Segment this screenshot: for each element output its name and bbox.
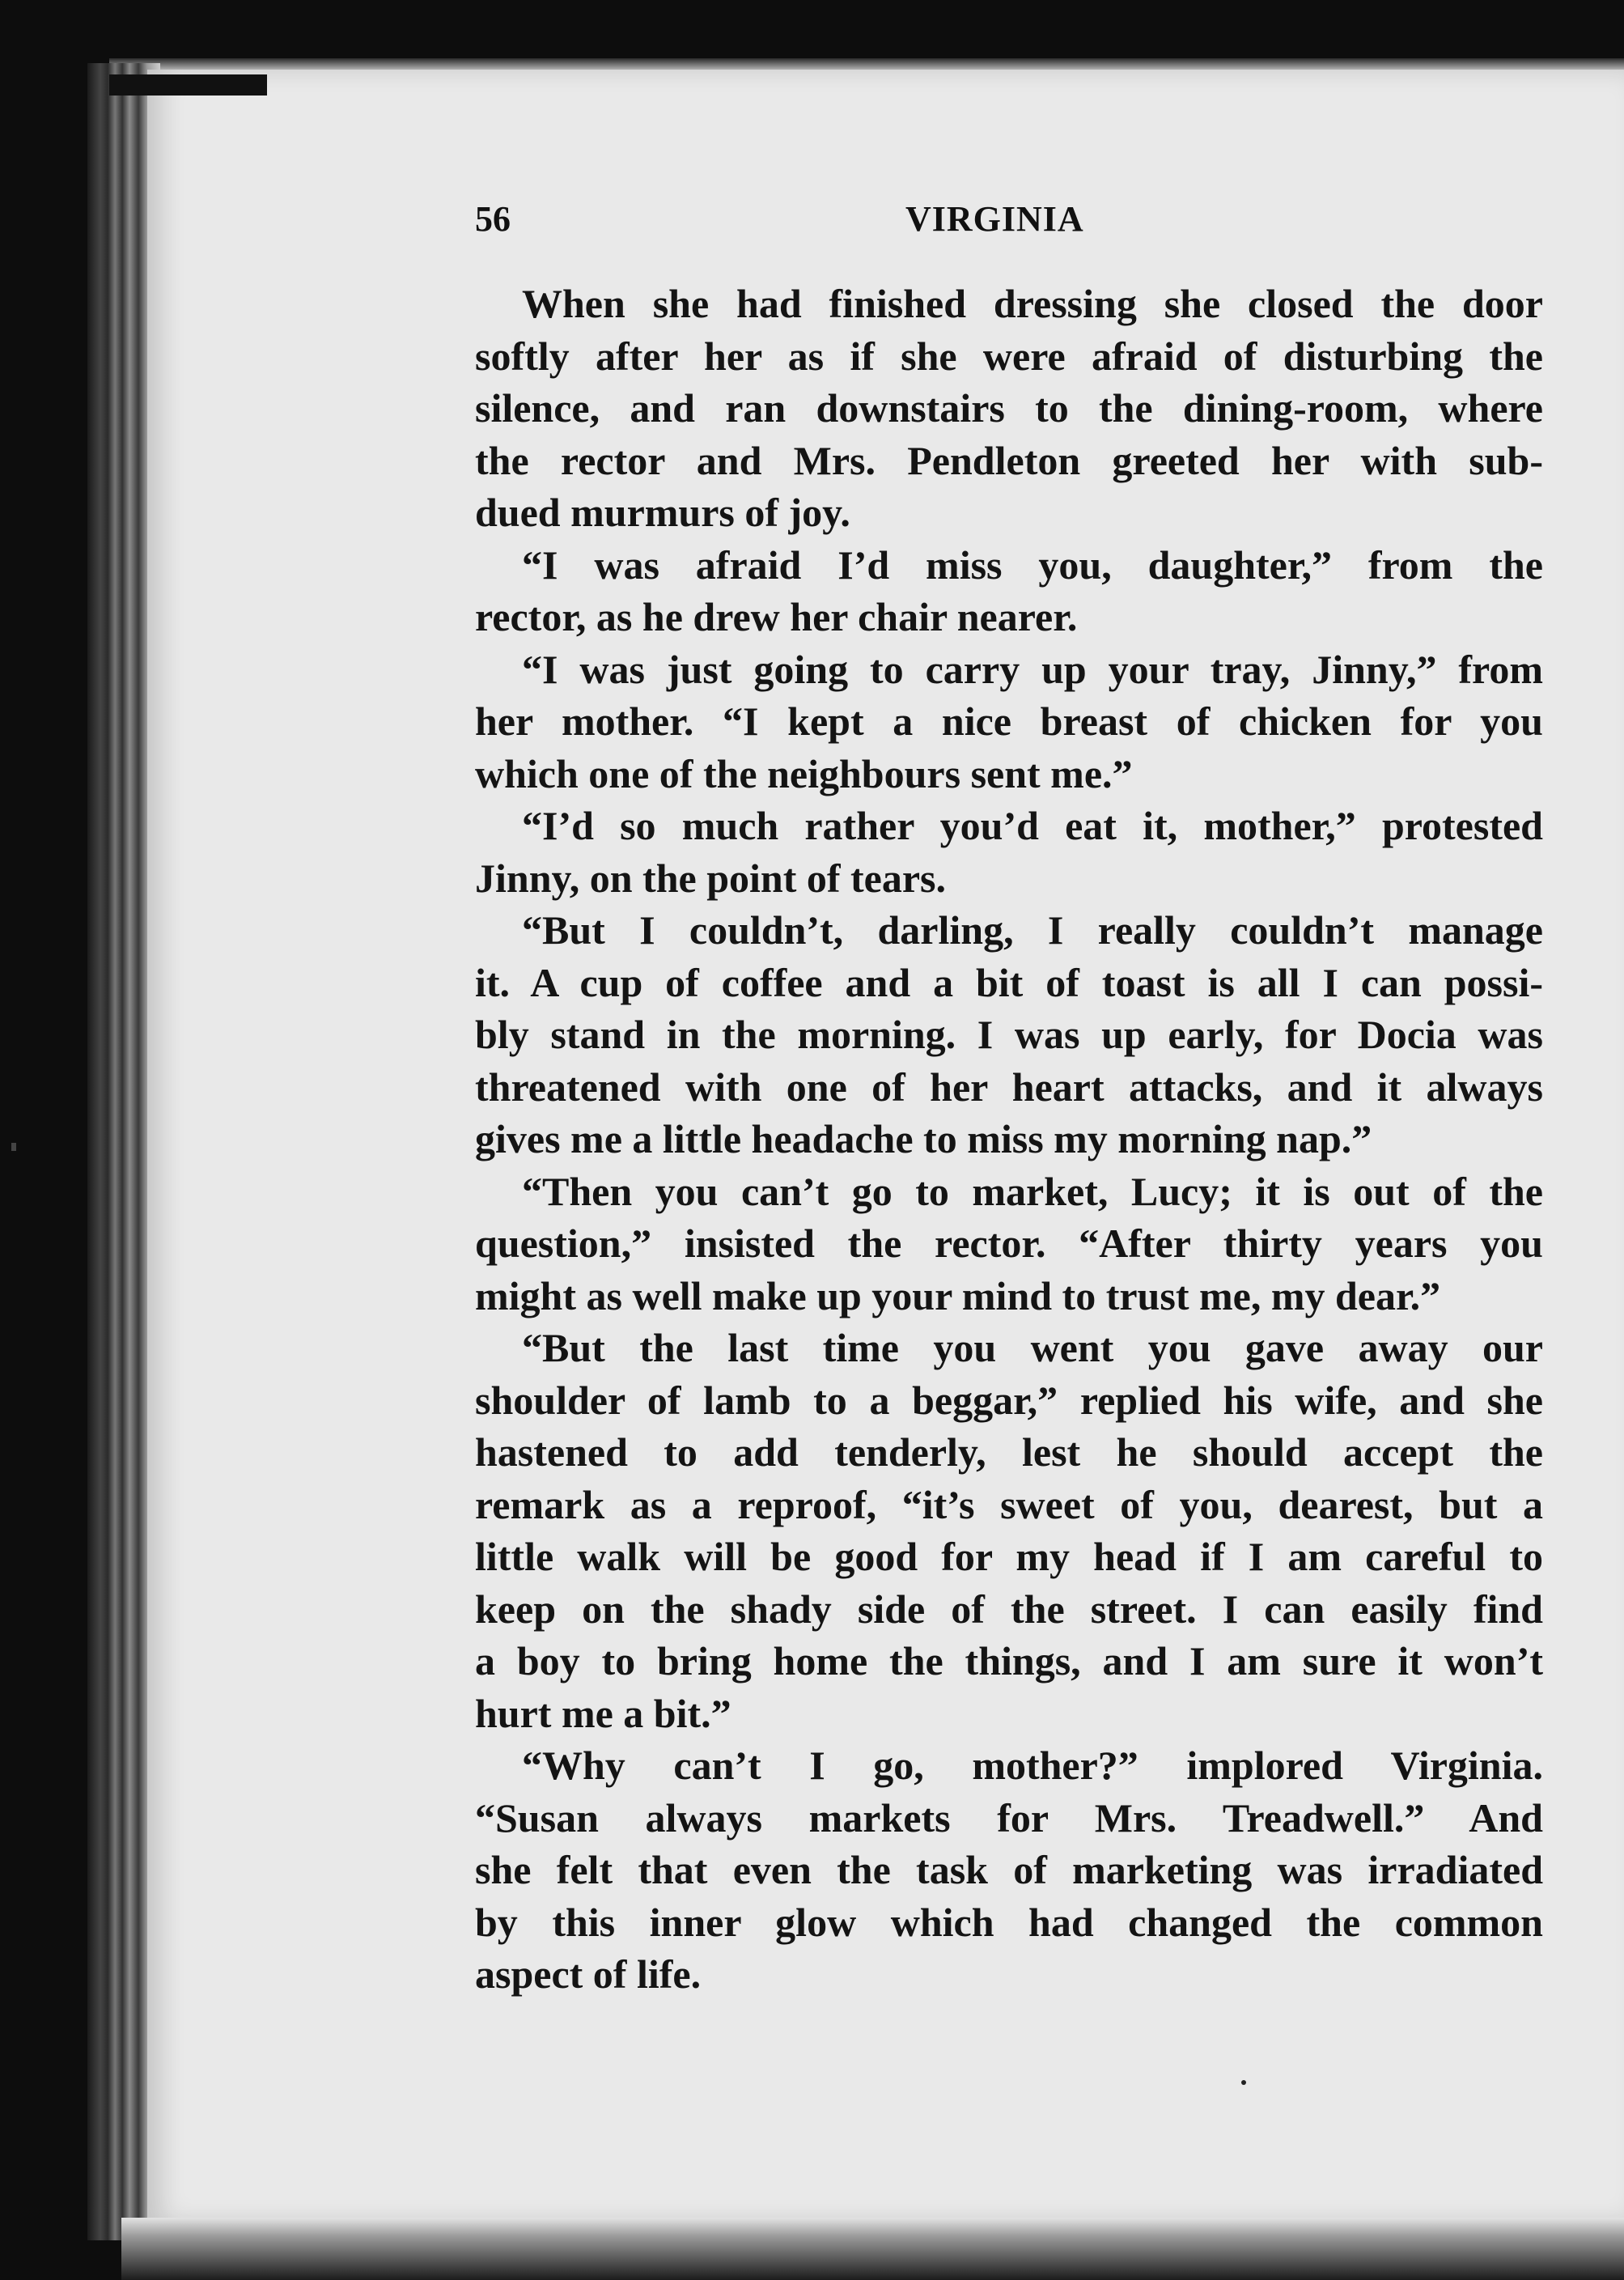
text-line: “But the last time you went you gave away our	[522, 1325, 1543, 1370]
scan-speck	[11, 1143, 16, 1151]
text-line: “Then you can’t go to market, Lucy; it is out of the	[522, 1168, 1543, 1214]
text-line: “Susan always markets for Mrs. Treadwell.” And	[475, 1794, 1543, 1841]
text-line: she felt that even the task of marketing was irradiated	[475, 1847, 1543, 1892]
printer-mark	[1241, 2080, 1246, 2085]
text-line: the rector and Mrs. Pendleton greeted her with sub-	[475, 437, 1543, 483]
text-line: softly after her as if she were afraid of disturbing the	[475, 333, 1543, 379]
body-text	[475, 278, 1543, 2001]
text-line: When she had finished dressing she closed the door	[522, 281, 1543, 326]
text-line: “Why can’t I go, mother?” implored Virginia.	[522, 1743, 1543, 1788]
text-line: which one of the neighbours sent me.”	[475, 750, 1133, 796]
text-line: keep on the shady side of the street. I can easily find	[475, 1586, 1543, 1632]
text-line: might as well make up your mind to trust me, my dear.”	[475, 1272, 1441, 1318]
running-head	[475, 198, 1122, 247]
text-line: threatened with one of her heart attacks, and it always	[475, 1064, 1543, 1110]
text-line: “But I couldn’t, darling, I really couldn’t manage	[522, 907, 1543, 953]
text-line: little walk will be good for my head if I am careful to	[475, 1534, 1543, 1579]
text-line: aspect of life.	[475, 1951, 702, 1997]
page-top-corner-shadow	[109, 74, 267, 96]
text-line: dued murmurs of joy.	[475, 490, 850, 535]
text-line: hurt me a bit.”	[475, 1690, 731, 1736]
text-line: question,” insisted the rector. “After thirty years you	[475, 1221, 1543, 1266]
running-title: VIRGINIA	[905, 199, 1084, 239]
text-line: gives me a little headache to miss my morning nap.”	[475, 1116, 1372, 1161]
text-line: it. A cup of coffee and a bit of toast is all I can possi-	[475, 959, 1543, 1005]
text-line: bly stand in the morning. I was up early, for Docia was	[475, 1012, 1543, 1057]
text-line: hastened to add tenderly, lest he should accept the	[475, 1429, 1543, 1475]
text-line: “I’d so much rather you’d eat it, mother,” protested	[522, 803, 1543, 848]
text-line: silence, and ran downstairs to the dining-room, where	[475, 385, 1543, 431]
text-line: “I was afraid I’d miss you, daughter,” from the	[522, 541, 1543, 588]
text-line: Jinny, on the point of tears.	[475, 855, 947, 901]
text-line: shoulder of lamb to a beggar,” replied his wife, and she	[475, 1377, 1543, 1423]
text-line: “I was just going to carry up your tray, Jinny,” from	[522, 646, 1543, 692]
text-line: by this inner glow which had changed the common	[475, 1899, 1543, 1945]
text-line: rector, as he drew her chair nearer.	[475, 594, 1078, 639]
page-number: 56	[475, 199, 511, 239]
page-bottom-edge	[121, 2218, 1624, 2280]
text-line: her mother. “I kept a nice breast of chicken for you	[475, 698, 1543, 744]
text-line: a boy to bring home the things, and I am sure it won’t	[475, 1638, 1543, 1683]
text-line: remark as a reproof, “it’s sweet of you, dearest, but a	[475, 1481, 1543, 1527]
